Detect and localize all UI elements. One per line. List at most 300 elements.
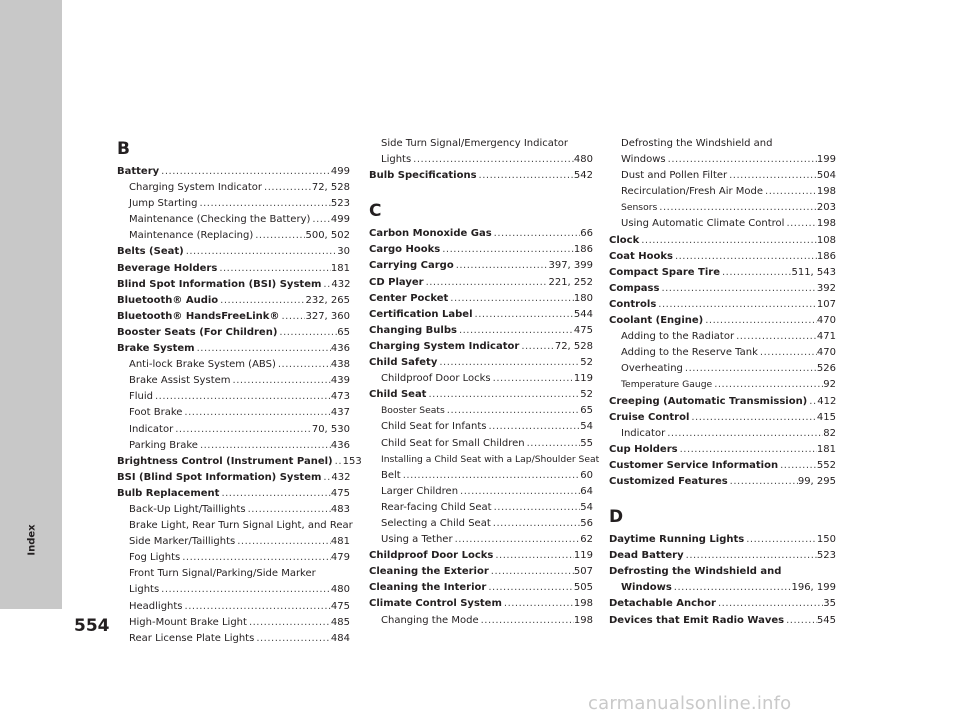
entry-term: Windows (621, 154, 666, 166)
leader-dots (689, 410, 817, 426)
entry-term: Charging System Indicator (369, 340, 520, 352)
entry-page-ref[interactable]: 181 (330, 262, 350, 274)
entry-page-ref[interactable]: 470 (816, 315, 836, 327)
entry-page-ref[interactable]: 232, 265 (305, 294, 350, 306)
entry-term: Bulb Replacement (117, 487, 220, 499)
entry-page-ref[interactable]: 52 (580, 389, 593, 401)
entry-page-ref[interactable]: 542 (573, 170, 593, 182)
entry-page-ref[interactable]: 523 (816, 550, 836, 562)
index-subentry (117, 550, 350, 566)
entry-page-ref[interactable]: 198 (573, 598, 593, 610)
index-subentry (369, 500, 593, 516)
entry-page-ref[interactable]: 511, 543 (791, 266, 836, 278)
page-number: 554 (74, 616, 110, 636)
index-entry (369, 323, 593, 339)
entry-term: Detachable Anchor (609, 598, 716, 610)
leader-dots (665, 426, 823, 442)
index-entry (369, 339, 593, 355)
entry-term: Child Seat (369, 389, 427, 401)
leader-dots (217, 261, 331, 277)
index-entry (117, 470, 350, 486)
index-subentry (369, 532, 593, 548)
entry-page-ref[interactable]: 62 (580, 534, 593, 546)
entry-term: Belt (381, 469, 401, 481)
index-subentry (117, 438, 350, 454)
entry-page-ref[interactable]: 484 (330, 632, 350, 644)
index-subentry (117, 212, 350, 228)
entry-page-ref[interactable]: 499 (330, 166, 350, 177)
entry-term: Lights (129, 584, 160, 596)
entry-page-ref[interactable]: 55 (580, 437, 593, 449)
leader-dots (235, 534, 331, 550)
index-entry (369, 168, 593, 184)
entry-page-ref[interactable]: 415 (816, 411, 836, 423)
index-entry (117, 486, 350, 502)
entry-term: Compass (609, 282, 660, 294)
entry-term: Larger Children (381, 485, 459, 497)
index-entry (609, 548, 836, 564)
index-entry (609, 249, 836, 265)
entry-page-ref[interactable]: 72, 528 (311, 182, 350, 194)
leader-dots (492, 500, 581, 516)
entry-page-ref[interactable]: 199 (816, 154, 836, 166)
index-subentry (369, 613, 593, 629)
index-entry (369, 548, 593, 564)
index-letter-heading: D (609, 507, 624, 528)
index-letter-heading: B (117, 139, 130, 159)
index-subentry (117, 405, 350, 421)
leader-dots (703, 313, 817, 329)
entry-term: Installing a Child Seat with a Lap/Shoulder Seat (381, 453, 600, 465)
leader-dots (666, 152, 817, 168)
index-entry (609, 474, 836, 490)
leader-dots (276, 357, 331, 373)
entry-page-ref[interactable]: 119 (573, 550, 593, 562)
entry-page-ref[interactable]: 544 (573, 308, 593, 320)
index-entry (369, 275, 593, 291)
entry-page-ref[interactable]: 180 (573, 292, 593, 304)
entry-term: Cup Holders (609, 443, 678, 455)
index-subentry (609, 152, 836, 168)
entry-term: BSI (Blind Spot Information) System (117, 471, 322, 483)
index-entry (117, 261, 350, 277)
leader-dots (218, 293, 305, 309)
entry-term: Booster Seats (For Children) (117, 326, 278, 338)
entry-page-ref[interactable]: 471 (816, 331, 836, 343)
entry-page-ref[interactable]: 545 (816, 614, 836, 626)
entry-page-ref[interactable]: 526 (816, 363, 836, 375)
entry-term: Fog Lights (129, 552, 181, 564)
entry-page-ref[interactable]: 99, 295 (797, 475, 836, 487)
entry-page-ref[interactable]: 392 (816, 282, 836, 294)
leader-dots (195, 341, 331, 357)
entry-term: Using a Tether (381, 534, 453, 546)
entry-term: Adding to the Radiator (621, 331, 735, 343)
entry-term: Center Pocket (369, 292, 449, 304)
entry-page-ref[interactable]: 479 (330, 552, 350, 564)
index-entry (369, 564, 593, 580)
index-entry (369, 307, 593, 323)
leader-dots (525, 436, 581, 452)
entry-page-ref[interactable]: 56 (580, 517, 593, 529)
index-subentry (609, 168, 836, 184)
leader-dots (678, 442, 817, 458)
entry-page-ref[interactable]: 475 (573, 324, 593, 336)
entry-term: Child Seat for Small Children (381, 437, 525, 449)
leader-dots (184, 244, 338, 260)
index-subentry (609, 136, 836, 152)
index-entry (369, 596, 593, 612)
leader-dots (716, 596, 823, 612)
entry-page-ref[interactable]: 475 (330, 487, 350, 499)
entry-page-ref[interactable]: 481 (330, 536, 350, 548)
index-entry (609, 613, 836, 629)
index-entry (609, 442, 836, 458)
entry-page-ref[interactable]: 412 (817, 395, 837, 407)
leader-dots (657, 200, 817, 216)
entry-term: Maintenance (Checking the Battery) (129, 214, 311, 226)
leader-dots (486, 580, 574, 596)
leader-dots (684, 548, 817, 564)
index-subentry (369, 452, 600, 468)
entry-page-ref[interactable]: 153 (342, 455, 362, 467)
entry-term: Dust and Pollen Filter (621, 170, 728, 182)
entry-term: Certification Label (369, 308, 473, 320)
entry-term: Using Automatic Climate Control (621, 218, 785, 230)
entry-term: Maintenance (Replacing) (129, 230, 254, 242)
leader-dots (457, 323, 574, 339)
entry-term: Side Marker/Taillights (129, 536, 236, 548)
leader-dots (440, 242, 574, 258)
index-entry (609, 532, 836, 548)
index-entry (609, 458, 836, 474)
entry-page-ref[interactable]: 436 (330, 439, 350, 451)
entry-term: Selecting a Child Seat (381, 517, 491, 529)
index-entry (369, 258, 593, 274)
entry-page-ref[interactable]: 198 (573, 614, 593, 626)
leader-dots (784, 216, 816, 232)
entry-page-ref[interactable]: 186 (573, 244, 593, 256)
entry-term: Coat Hooks (609, 250, 673, 262)
index-subentry (609, 377, 836, 393)
entry-page-ref[interactable]: 504 (816, 170, 836, 182)
entry-term: Changing Bulbs (369, 324, 457, 336)
index-subentry (369, 371, 593, 387)
leader-dots (321, 470, 331, 486)
leader-dots (279, 309, 305, 325)
index-subentry (369, 403, 593, 419)
entry-term: Customized Features (609, 475, 728, 487)
index-column-3 (609, 136, 836, 629)
entry-term: Cleaning the Interior (369, 582, 487, 594)
index-entry (369, 355, 593, 371)
entry-page-ref[interactable]: 64 (580, 485, 593, 497)
entry-term: Cruise Control (609, 411, 690, 423)
entry-page-ref[interactable]: 198 (816, 186, 836, 198)
entry-page-ref[interactable]: 480 (573, 154, 593, 166)
index-entry (117, 341, 350, 357)
entry-term: Blind Spot Information (BSI) System (117, 278, 322, 290)
entry-term: Childproof Door Locks (381, 373, 491, 385)
entry-term: Creeping (Automatic Transmission) (609, 395, 808, 407)
entry-term: Brake Assist System (129, 375, 231, 387)
entry-page-ref[interactable]: 327, 360 (305, 310, 350, 322)
index-entry (609, 265, 836, 281)
entry-page-ref[interactable]: 475 (330, 600, 350, 612)
entry-term: Sensors (621, 202, 658, 214)
leader-dots (519, 339, 555, 355)
index-subentry (117, 534, 350, 550)
index-subentry (369, 152, 593, 168)
entry-page-ref[interactable]: 60 (580, 469, 593, 481)
entry-page-ref[interactable]: 439 (330, 375, 350, 387)
entry-page-ref[interactable]: 438 (330, 359, 350, 371)
index-entry (369, 242, 593, 258)
entry-page-ref[interactable]: 70, 530 (311, 423, 350, 435)
entry-term: Defrosting the Windshield and (609, 566, 782, 578)
entry-page-ref[interactable]: 507 (573, 566, 593, 578)
entry-page-ref[interactable]: 432 (331, 278, 351, 290)
entry-term: Carrying Cargo (369, 260, 454, 272)
index-entry (609, 410, 836, 426)
index-entry (117, 325, 350, 341)
index-entry (609, 233, 836, 249)
entry-term: Belts (Seat) (117, 246, 184, 258)
leader-dots (489, 564, 574, 580)
entry-term: Parking Brake (129, 439, 198, 451)
leader-dots (727, 168, 817, 184)
index-entry (609, 281, 836, 297)
entry-term: Daytime Running Lights (609, 534, 745, 546)
leader-dots (639, 233, 817, 249)
entry-term: Jump Starting (129, 198, 198, 210)
index-subentry (117, 196, 350, 212)
entry-term: Controls (609, 298, 657, 310)
leader-dots (445, 403, 580, 419)
entry-page-ref[interactable]: 54 (580, 421, 593, 433)
leader-dots (246, 502, 331, 518)
entry-page-ref[interactable]: 221, 252 (548, 276, 593, 288)
entry-term: Battery (117, 166, 160, 177)
index-subentry (609, 200, 836, 216)
entry-term: Rear License Plate Lights (129, 632, 255, 644)
entry-term: Adding to the Reserve Tank (621, 347, 758, 359)
index-subentry (369, 468, 593, 484)
leader-dots (159, 582, 331, 598)
entry-term: Childproof Door Locks (369, 550, 494, 562)
index-entry (609, 596, 836, 612)
entry-page-ref[interactable]: 82 (823, 427, 836, 439)
entry-page-ref[interactable]: 66 (580, 228, 593, 240)
leader-dots (253, 228, 305, 244)
leader-dots (231, 373, 331, 389)
leader-dots (173, 422, 312, 438)
entry-page-ref[interactable]: 483 (330, 503, 350, 515)
entry-term: Coolant (Engine) (609, 315, 704, 327)
entry-term: Dead Battery (609, 550, 684, 562)
entry-page-ref[interactable]: 552 (816, 459, 836, 471)
leader-dots (254, 631, 331, 647)
entry-term: Side Turn Signal/Emergency Indicator (381, 138, 569, 149)
leader-dots (712, 377, 823, 393)
entry-page-ref[interactable]: 500, 502 (305, 230, 350, 242)
index-entry (609, 394, 836, 410)
leader-dots (454, 258, 549, 274)
leader-dots (247, 615, 331, 631)
leader-dots (763, 184, 817, 200)
entry-term: Temperature Gauge (621, 379, 713, 391)
entry-page-ref[interactable]: 72, 528 (554, 340, 593, 352)
index-entry (117, 293, 350, 309)
entry-term: Brightness Control (Instrument Panel) (117, 455, 333, 467)
entry-page-ref[interactable]: 432 (331, 471, 351, 483)
leader-dots (728, 474, 798, 490)
entry-term: Compact Spare Tire (609, 266, 720, 278)
index-subentry (117, 389, 350, 405)
entry-term: Cleaning the Exterior (369, 566, 489, 578)
leader-dots (734, 329, 817, 345)
index-subentry (117, 599, 350, 615)
index-subentry (369, 436, 593, 452)
entry-term: Bulb Specifications (369, 170, 477, 182)
index-subentry (117, 422, 350, 438)
index-entry (369, 291, 593, 307)
leader-dots (493, 548, 574, 564)
entry-term: Windows (621, 582, 672, 594)
entry-page-ref[interactable]: 108 (816, 234, 836, 246)
index-subentry (369, 484, 593, 500)
entry-term: Customer Service Information (609, 459, 779, 471)
entry-term: Lights (381, 154, 412, 166)
leader-dots (159, 164, 331, 180)
leader-dots (784, 613, 817, 629)
entry-page-ref[interactable]: 186 (816, 250, 836, 262)
index-entry (117, 164, 350, 180)
index-subentry (117, 631, 350, 647)
entry-term: Back-Up Light/Taillights (129, 503, 246, 515)
entry-page-ref[interactable]: 119 (573, 373, 593, 385)
index-subentry (609, 329, 836, 345)
entry-term: Indicator (621, 427, 666, 439)
index-subentry (117, 502, 350, 518)
index-entry (609, 564, 836, 580)
entry-page-ref[interactable]: 499 (330, 214, 350, 226)
index-entry (117, 244, 350, 260)
index-subentry (117, 615, 350, 631)
entry-term: Brake System (117, 343, 195, 355)
leader-dots (492, 226, 581, 242)
leader-dots (473, 307, 574, 323)
entry-page-ref[interactable]: 436 (330, 343, 350, 355)
section-label: Index (26, 524, 38, 556)
leader-dots (310, 212, 331, 228)
entry-term: Bluetooth® HandsFreeLink® (117, 310, 280, 322)
index-column-1 (117, 136, 362, 647)
entry-page-ref[interactable]: 54 (580, 501, 593, 513)
entry-term: Charging System Indicator (129, 182, 263, 194)
leader-dots (491, 516, 581, 532)
entry-term: Recirculation/Fresh Air Mode (621, 186, 764, 198)
entry-page-ref[interactable]: 505 (573, 582, 593, 594)
index-subentry (117, 180, 350, 196)
leader-dots (486, 419, 580, 435)
entry-page-ref[interactable]: 196, 199 (791, 582, 836, 594)
entry-page-ref[interactable]: 92 (823, 379, 836, 391)
leader-dots (333, 454, 343, 470)
index-subentry (117, 518, 353, 534)
leader-dots (183, 599, 331, 615)
index-subentry (369, 136, 593, 152)
leader-dots (672, 580, 792, 596)
index-entry (117, 309, 350, 325)
entry-page-ref[interactable]: 485 (330, 616, 350, 628)
leader-dots (656, 297, 817, 313)
entry-page-ref[interactable]: 480 (330, 584, 350, 596)
entry-term: Brake Light, Rear Turn Signal Light, and Rear (129, 520, 353, 532)
entry-page-ref[interactable]: 203 (816, 202, 836, 214)
entry-page-ref[interactable]: 107 (816, 298, 836, 310)
index-entry (369, 387, 593, 403)
leader-dots (778, 458, 817, 474)
entry-page-ref[interactable]: 65 (580, 405, 593, 417)
entry-term: Child Seat for Infants (381, 421, 487, 433)
leader-dots (479, 613, 574, 629)
leader-dots (477, 168, 574, 184)
leader-dots (453, 532, 581, 548)
entry-page-ref[interactable]: 470 (816, 347, 836, 359)
leader-dots (198, 438, 331, 454)
entry-term: Anti-lock Brake System (ABS) (129, 359, 276, 371)
entry-term: High-Mount Brake Light (129, 616, 247, 628)
leader-dots (182, 405, 330, 421)
leader-dots (673, 249, 817, 265)
leader-dots (424, 275, 549, 291)
leader-dots (720, 265, 791, 281)
entry-term: Clock (609, 234, 640, 246)
index-subentry (609, 216, 836, 232)
entry-page-ref[interactable]: 181 (816, 443, 836, 455)
index-entry (609, 297, 836, 313)
index-entry (369, 226, 593, 242)
entry-term: Beverage Holders (117, 262, 218, 274)
entry-term: Bluetooth® Audio (117, 294, 219, 306)
entry-page-ref[interactable]: 198 (816, 218, 836, 230)
entry-page-ref[interactable]: 397, 399 (548, 260, 593, 272)
entry-term: Changing the Mode (381, 614, 479, 626)
entry-page-ref[interactable]: 52 (580, 357, 593, 369)
entry-term: Headlights (129, 600, 183, 612)
leader-dots (197, 196, 330, 212)
entry-page-ref[interactable]: 437 (330, 407, 350, 419)
leader-dots (153, 389, 331, 405)
entry-page-ref[interactable]: 30 (337, 246, 350, 258)
entry-page-ref[interactable]: 35 (823, 598, 836, 610)
entry-page-ref[interactable]: 150 (816, 534, 836, 546)
watermark: carmanualsonline.info (588, 693, 792, 714)
leader-dots (744, 532, 817, 548)
entry-term: Foot Brake (129, 407, 183, 419)
leader-dots (426, 387, 580, 403)
leader-dots (321, 277, 331, 293)
leader-dots (659, 281, 816, 297)
entry-page-ref[interactable]: 473 (330, 391, 350, 403)
index-subentry (117, 228, 350, 244)
entry-page-ref[interactable]: 65 (337, 326, 350, 338)
leader-dots (448, 291, 574, 307)
entry-term: Overheating (621, 363, 683, 375)
entry-term: Cargo Hooks (369, 244, 441, 256)
entry-page-ref[interactable]: 523 (330, 198, 350, 210)
